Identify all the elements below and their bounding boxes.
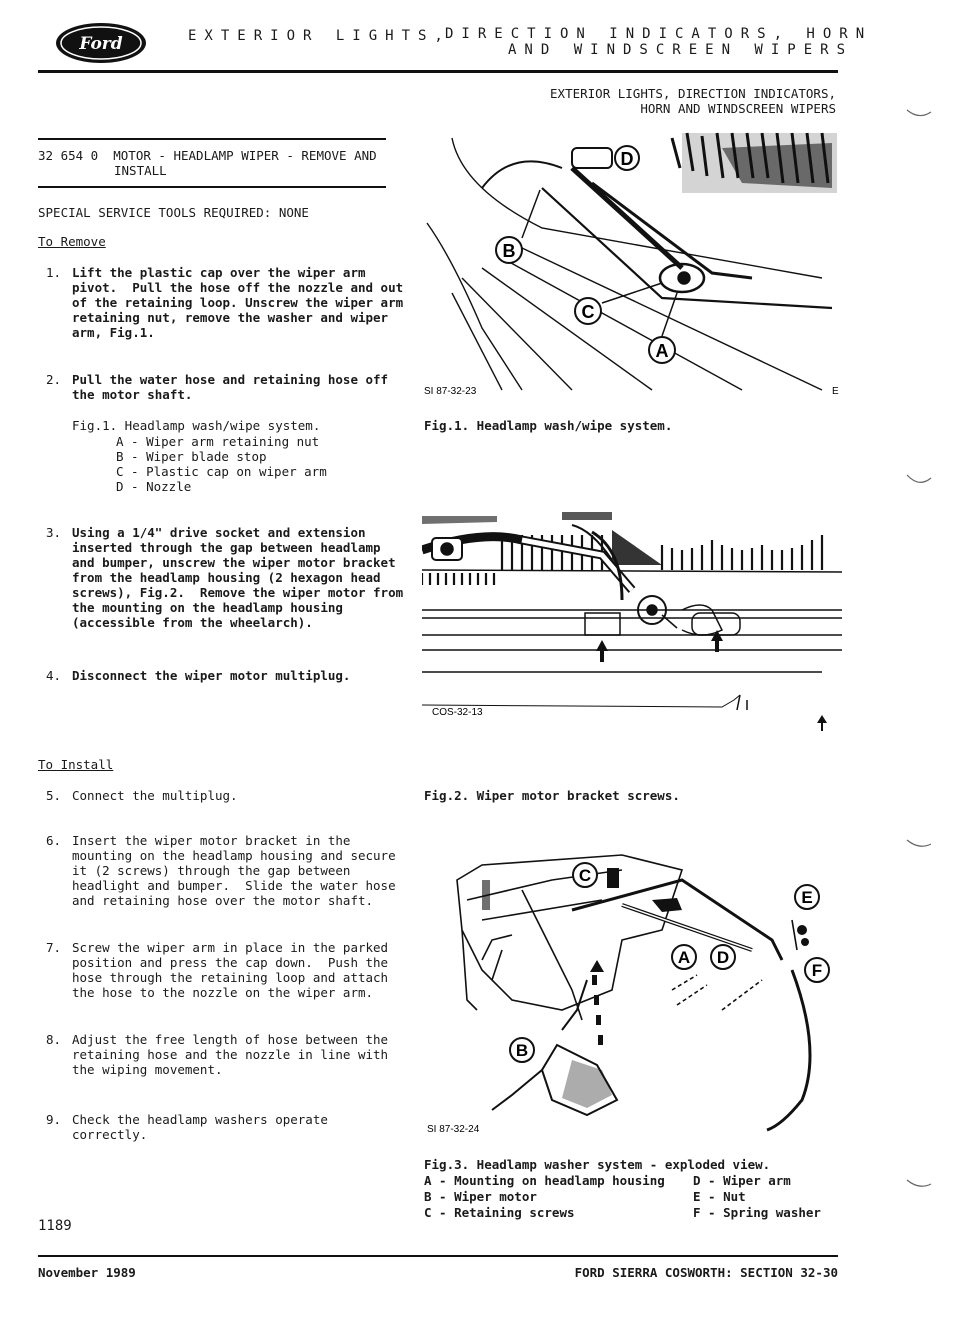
header-title-left: EXTERIOR LIGHTS, — [188, 28, 451, 44]
step-5-number: 5. — [46, 788, 62, 803]
fig3-label-b: B — [515, 1041, 529, 1060]
procedure-code-title-2: INSTALL — [114, 163, 167, 178]
step-6-number: 6. — [46, 833, 62, 848]
fig1-corner: E — [832, 386, 839, 397]
fig3-legend-f: F - Spring washer — [693, 1205, 821, 1220]
fig3-label-f: F — [811, 961, 823, 980]
fig3-label-c: C — [578, 866, 592, 885]
title-rule-top — [38, 138, 386, 140]
step-9-number: 9. — [46, 1112, 62, 1127]
fig1-ref: SI 87-32-23 — [424, 386, 477, 397]
step-7-number: 7. — [46, 940, 62, 955]
step-1-number: 1. — [46, 265, 62, 280]
fig3-label-e: E — [801, 888, 813, 907]
install-heading: To Install — [38, 757, 114, 772]
step-1-text: Lift the plastic cap over the wiper arm pivot. Pull the hose off the nozzle and out of the retaining loop. Unscrew the wiper arm retaining nut, remove the washer and wiper arm, Fig.1. — [72, 265, 404, 340]
step-4-number: 4. — [46, 668, 62, 683]
fig3-legend-a: A - Mounting on headlamp housing — [424, 1173, 665, 1188]
step-2-text: Pull the water hose and retaining hose off the motor shaft. — [72, 372, 389, 402]
fig2-illustration — [422, 510, 842, 778]
fig3-illustration — [422, 850, 842, 1140]
fig3-label-d: D — [716, 948, 730, 967]
header-title-line2: AND WINDSCREEN WIPERS — [508, 42, 854, 58]
fig1-label-b: B — [502, 241, 516, 261]
fig1-illustration — [422, 128, 842, 400]
fig1-label-c: C — [581, 302, 595, 322]
fig1-legend-item-b: B - Wiper blade stop — [116, 449, 267, 464]
step-8-number: 8. — [46, 1032, 62, 1047]
fig3-legend-b: B - Wiper motor — [424, 1189, 537, 1204]
fig3-label-a: A — [677, 948, 691, 967]
fig3-caption: Fig.3. Headlamp washer system - exploded view. — [424, 1157, 771, 1172]
fig2-caption: Fig.2. Wiper motor bracket screws. — [424, 788, 680, 803]
footer-date: November 1989 — [38, 1265, 136, 1280]
fig1-legend-item-c: C - Plastic cap on wiper arm — [116, 464, 327, 479]
ford-logo-text: Ford — [79, 34, 123, 54]
step-4-text: Disconnect the wiper motor multiplug. — [72, 668, 351, 683]
title-rule-bottom — [38, 186, 386, 188]
footer-section: FORD SIERRA COSWORTH: SECTION 32-30 — [574, 1265, 838, 1280]
section-subtitle-2: HORN AND WINDSCREEN WIPERS — [640, 101, 836, 116]
fig1-label-d: D — [620, 149, 634, 169]
step-2-number: 2. — [46, 372, 62, 387]
section-subtitle-1: EXTERIOR LIGHTS, DIRECTION INDICATORS, — [550, 86, 836, 101]
fig3-legend-d: D - Wiper arm — [693, 1173, 791, 1188]
fig1-legend-item-d: D - Nozzle — [116, 479, 192, 494]
procedure-code-title: 32 654 0 MOTOR - HEADLAMP WIPER - REMOVE AND — [38, 148, 377, 163]
special-tools: SPECIAL SERVICE TOOLS REQUIRED: NONE — [38, 205, 309, 220]
page-number: 1189 — [38, 1218, 72, 1234]
step-9-text: Check the headlamp washers operate correctly. — [72, 1112, 328, 1142]
remove-heading: To Remove — [38, 234, 106, 249]
fig1-caption: Fig.1. Headlamp wash/wipe system. — [424, 418, 673, 433]
step-7-text: Screw the wiper arm in place in the parked position and press the cap down. Push the hose through the retaining loop and attach the hose to the nozzle on the wiper arm. — [72, 940, 389, 1000]
fig1-legend-item-a: A - Wiper arm retaining nut — [116, 434, 320, 449]
fig1-legend-title: Fig.1. Headlamp wash/wipe system. — [72, 418, 321, 433]
header-title-right: DIRECTION INDICATORS, HORN — [445, 26, 873, 42]
step-5-text: Connect the multiplug. — [72, 788, 238, 803]
fig1-label-a: A — [655, 341, 669, 361]
ford-logo — [55, 22, 147, 64]
header-rule — [38, 70, 838, 73]
footer-rule — [38, 1255, 838, 1257]
fig3-ref: SI 87-32-24 — [427, 1124, 480, 1135]
step-3-number: 3. — [46, 525, 62, 540]
step-3-text: Using a 1/4" drive socket and extension inserted through the gap between headlamp and bumper, unscrew the wiper motor bracket from the headlamp housing (2 hexagon head screws), Fig.2. Remove the wiper motor from the mounting on the headlamp housing (accessible from the wheelarch). — [72, 525, 404, 630]
fig3-legend-e: E - Nut — [693, 1189, 746, 1204]
step-8-text: Adjust the free length of hose between the retaining hose and the nozzle in line with the wiping movement. — [72, 1032, 389, 1077]
margin-marks — [905, 100, 935, 1250]
fig2-ref: COS-32-13 — [432, 707, 483, 718]
step-6-text: Insert the wiper motor bracket in the mounting on the headlamp housing and secure it (2 screws) through the gap between headlight and bumper. Slide the water hose and retaining hose over the motor shaft. — [72, 833, 396, 908]
fig3-legend-c: C - Retaining screws — [424, 1205, 575, 1220]
